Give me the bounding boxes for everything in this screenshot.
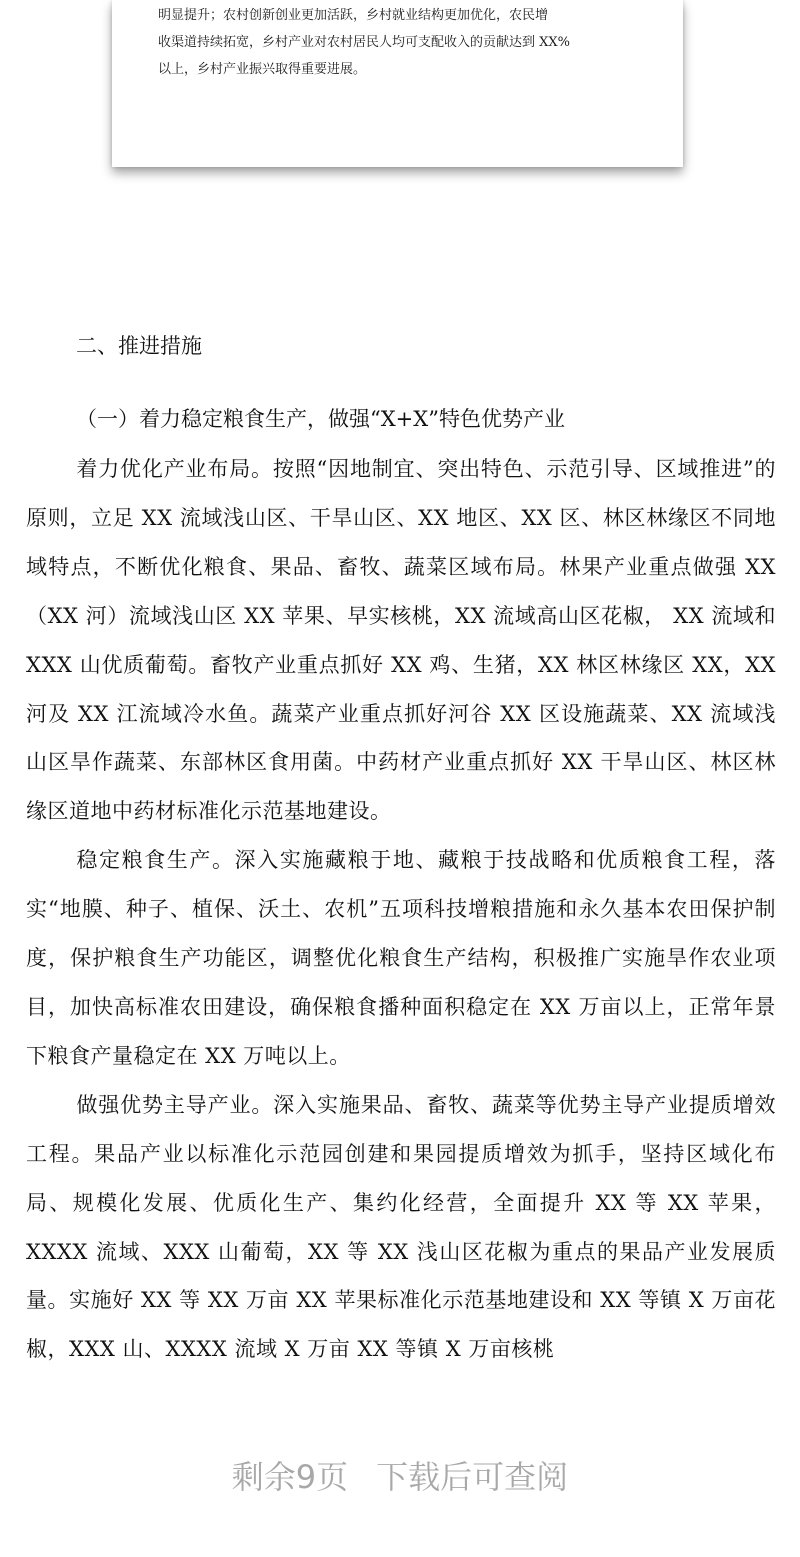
paragraph-industry: 做强优势主导产业。深入实施果品、畜牧、蔬菜等优势主导产业提质增效工程。果品产业以标准化示范园创建和果园提质增效为抓手，坚持区域化布局、规模化发展、优质化生产、集约化经营，全面提升 XX 等 XX 苹果，XXXX 流域、XXX 山葡萄，XX 等 XX 浅山区花椒为重点的果品产业发展质量。实施好 XX 等 XX 万亩 XX 苹果标准化示范基地建设和 XX 等镇 X 万亩花椒，XXX 山、XXXX 流域 X 万亩 XX 等镇 X 万亩核桃 [26, 1092, 776, 1362]
section-heading: 二、推进措施 [76, 334, 202, 358]
paragraph-layout: 着力优化产业布局。按照“因地制宜、突出特色、示范引导、区域推进”的原则，立足 XX 流域浅山区、干旱山区、XX 地区、XX 区、林区林缘区不同地域特点，不断优化粮食、果品、畜牧、蔬菜区域布局。林果产业重点做强 XX（XX 河）流域浅山区 XX 苹果、早实核桃，XX 流域高山区花椒， XX 流域和 XXX 山优质葡萄。畜牧产业重点抓好 XX 鸡、生猪，XX 林区林缘区 XX，XX 河及 XX 江流域冷水鱼。蔬菜产业重点抓好河谷 XX 区设施蔬菜、XX 流域浅山区旱作蔬菜、东部林区食用菌。中药材产业重点抓好 XX 干旱山区、林区林缘区道地中药材标准化示范基地建设。 [26, 457, 776, 824]
download-prompt[interactable] [0, 1452, 800, 1502]
remaining-pages-text: 剩余9页 [231, 1458, 349, 1496]
subsection-heading: （一）着力稳定粮食生产，做强“X+X”特色优势产业 [76, 407, 565, 431]
preview-page-card [112, 0, 683, 167]
download-hint-text: 下载后可查阅 [376, 1458, 569, 1496]
paragraph-grain: 稳定粮食生产。深入实施藏粮于地、藏粮于技战略和优质粮食工程，落实“地膜、种子、植保、沃土、农机”五项科技增粮措施和永久基本农田保护制度，保护粮食生产功能区，调整优化粮食生产结构，积极推广实施旱作农业项目，加快高标准农田建设，确保粮食播种面积稳定在 XX 万亩以上，正常年景下粮食产量稳定在 XX 万吨以上。 [26, 848, 776, 1068]
card-paragraph: 明显提升；农村创新创业更加活跃，乡村就业结构更加优化，农民增 收渠道持续拓宽，乡村产业对农村居民人均可支配收入的贡献达到 XX% 以上，乡村产业振兴取得重要进展。 [158, 8, 570, 77]
document-body [26, 445, 776, 1374]
